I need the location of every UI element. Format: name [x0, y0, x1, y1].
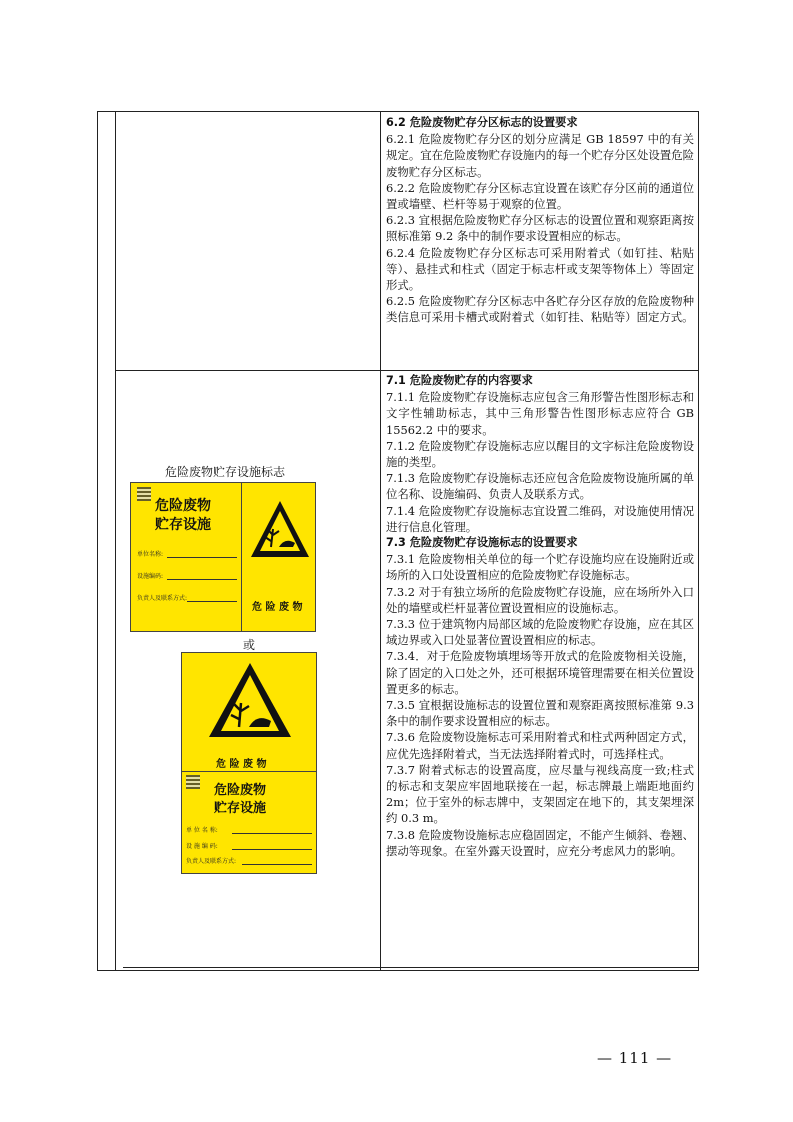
paragraph: 7.3.1 危险废物相关单位的每一个贮存设施均应在设施附近或场所的入口处设置相应的危险废物贮存设施标志。: [386, 552, 694, 583]
field-underline: [187, 601, 237, 602]
field-unit-label: 单位名称:: [137, 551, 164, 558]
sign-name-line2: 贮存设施: [155, 517, 211, 533]
hazard-triangle-icon: [207, 661, 293, 741]
paragraph: 7.3.2 对于有独立场所的危险废物贮存设施，应在场所外入口处的墙壁或栏杆显著位置设置相应的设施标志。: [386, 584, 694, 615]
table-bottom-rule: [123, 967, 699, 968]
paragraph: 7.3.6 危险废物设施标志可采用附着式和柱式两种固定方式，应优先选择附着式，当无法选择附着式时，可选择柱式。: [386, 730, 694, 761]
paragraph: 7.3.5 宜根据设施标志的设置位置和观察距离按照标准第 9.3 条中的制作要求设置相应的标志。: [386, 698, 694, 729]
paragraph: 6.2.5 危险废物贮存分区标志中各贮存分区存放的危险废物种类信息可采用卡槽式或附着式（如钉挂、粘贴等）固定方式。: [386, 294, 694, 325]
section-heading: 7.3 危险废物贮存设施标志的设置要求: [386, 536, 578, 550]
paragraph: 7.3.3 位于建筑物内局部区域的危险废物贮存设施，应在其区域边界或入口处显著位置设置相应的标志。: [386, 617, 694, 648]
paragraph: 7.1.2 危险废物贮存设施标志应以醒目的文字标注危险废物设施的类型。: [386, 438, 694, 470]
warning-text: 危 险 废 物: [216, 759, 267, 770]
paragraph: 7.3.8 危险废物设施标志应稳固固定，不能产生倾斜、卷翘、摆动等现象。在室外露天设置时，应充分考虑风力的影响。: [386, 827, 694, 858]
section-heading: 6.2 危险废物贮存分区标志的设置要求: [386, 116, 578, 129]
field-code-label: 设施编码:: [137, 573, 164, 580]
table-row-divider: [116, 370, 699, 371]
qr-code-icon: [137, 487, 151, 501]
paragraph: 7.3.4．对于危险废物填埋场等开放式的危险废物相关设施，除了固定的入口处之外，还可根据环境管理需要在相关位置设置更多的标志。: [386, 649, 694, 696]
storage-facility-sign-horizontal: [130, 482, 316, 632]
warning-text: 危 险 废 物: [252, 602, 303, 613]
paragraph: 6.2.2 危险废物贮存分区标志宜设置在该贮存分区前的通道位置或墙壁、栏杆等易于观察的位置。: [386, 180, 694, 212]
field-underline: [167, 557, 237, 558]
field-code-label: 设 施 编 码:: [186, 843, 218, 850]
field-contact-label: 负责人及联系方式:: [186, 858, 237, 865]
paragraph: 6.2.4 危险废物贮存分区标志可采用附着式（如钉挂、粘贴等）、悬挂式和柱式（固定于标志杆或支架等物体上）等固定形式。: [386, 245, 694, 293]
sign-name-line2: 贮存设施: [214, 801, 267, 816]
sign-name-line1: 危险废物: [214, 783, 267, 798]
table-left-column: [97, 111, 116, 971]
page-number: — 111 —: [597, 1049, 673, 1067]
section-heading: 7.1 危险废物贮存的内容要求: [386, 374, 533, 387]
field-underline: [232, 849, 312, 850]
field-contact-label: 负责人及联系方式:: [137, 595, 188, 602]
section-7: [386, 373, 694, 859]
paragraph: 7.1.3 危险废物贮存设施标志还应包含危险废物设施所属的单位名称、设施编码、负责人及联系方式。: [386, 471, 694, 502]
field-underline: [232, 833, 312, 834]
sign-divider: [182, 771, 316, 772]
paragraph: 6.2.1 危险废物贮存分区的划分应满足 GB 18597 中的有关规定。宜在危险废物贮存设施内的每一个贮存分区处设置危险废物贮存分区标志。: [386, 132, 694, 179]
qr-code-icon: [186, 775, 200, 789]
paragraph: 7.1.4 危险废物贮存设施标志宜设置二维码，对设施使用情况进行信息化管理。: [386, 503, 694, 534]
paragraph: 6.2.3 宜根据危险废物贮存分区标志的设置位置和观察距离按照标准第 9.2 条中的制作要求设置相应的标志。: [386, 213, 694, 244]
field-unit-label: 单 位 名 称:: [186, 827, 218, 834]
sign-caption: 危险废物贮存设施标志: [164, 465, 285, 479]
storage-facility-sign-vertical: [181, 652, 317, 874]
paragraph: 7.3.7 附着式标志的设置高度，应尽量与视线高度一致;柱式的标志和支架应牢固地联接在一起，标志牌最上端距地面约 2m；位于室外的标志牌中，支架固定在地下的，其支架埋深约 0.3 m。: [386, 762, 694, 826]
paragraph: 7.1.1 危险废物贮存设施标志应包含三角形警告性图形标志和文字性辅助标志，其中三角形警告性图形标志应符合 GB 15562.2 中的要求。: [386, 390, 694, 437]
sign-divider: [241, 483, 242, 631]
section-6-2: [386, 115, 694, 326]
field-underline: [167, 579, 237, 580]
sign-name-line1: 危险废物: [155, 498, 211, 514]
hazard-triangle-icon: [249, 499, 311, 593]
or-label: 或: [243, 638, 256, 652]
field-underline: [242, 864, 312, 865]
